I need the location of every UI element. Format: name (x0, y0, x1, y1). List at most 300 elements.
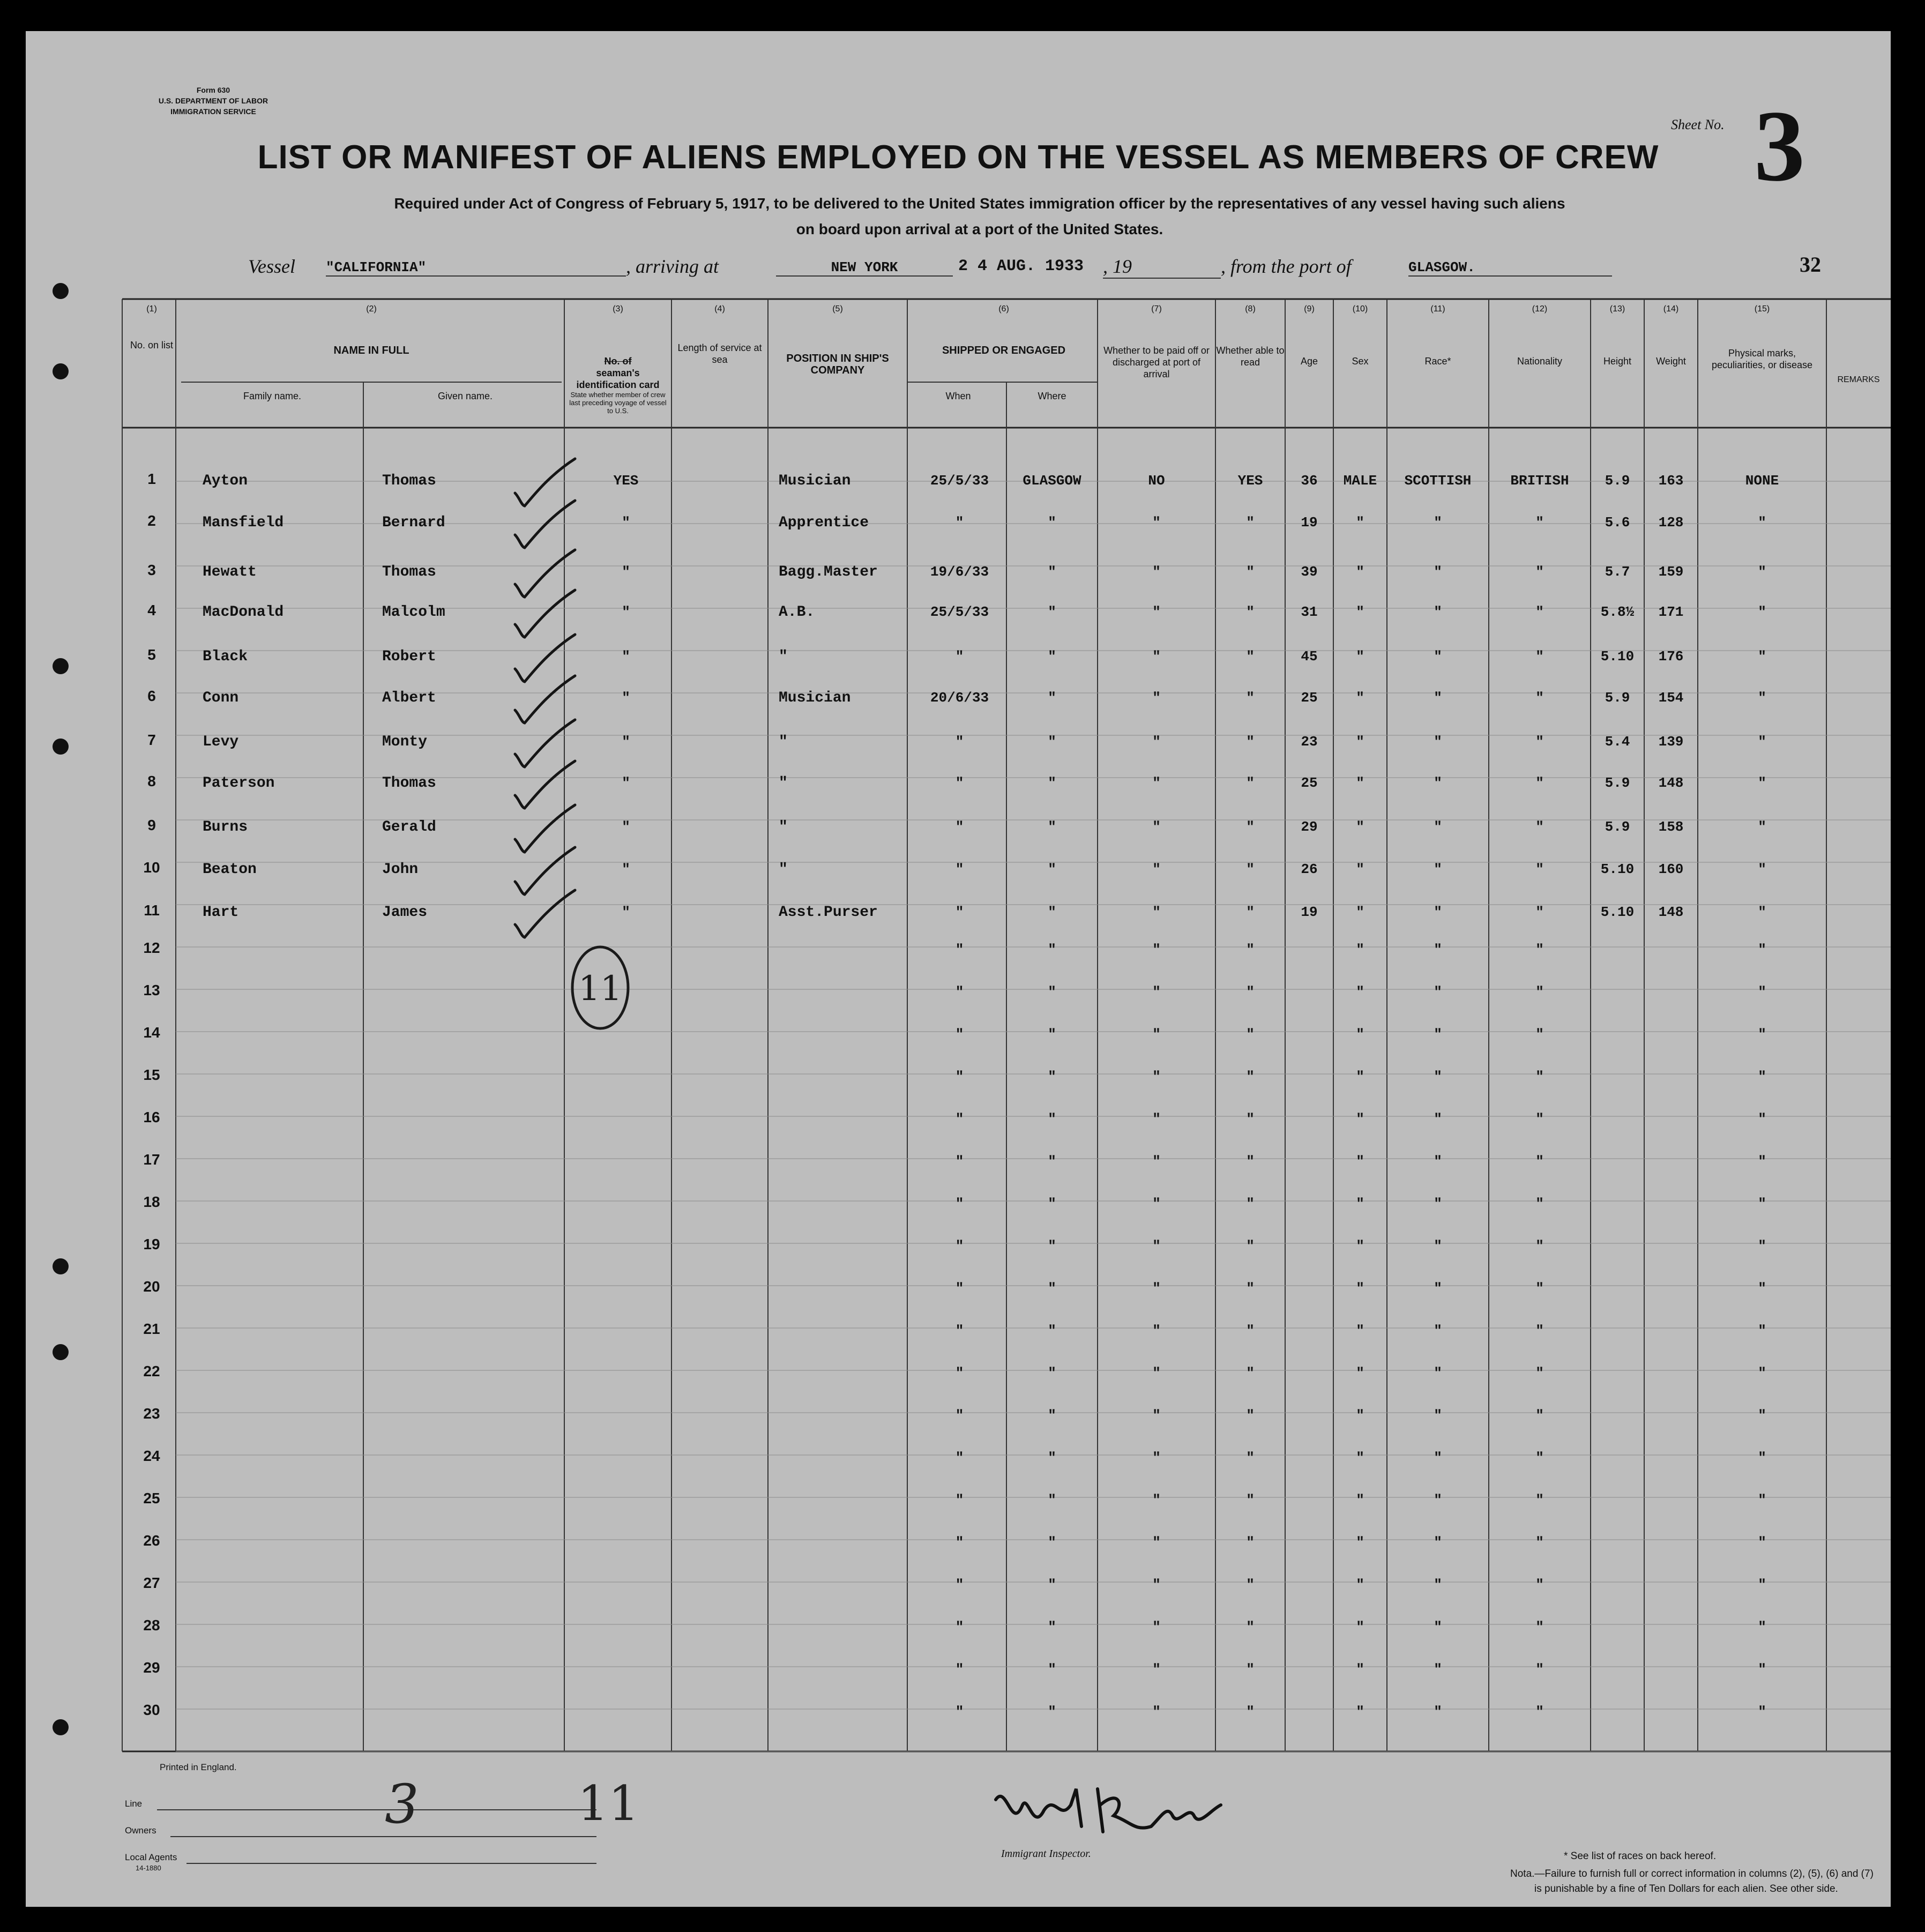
cell-age: 31 (1301, 604, 1318, 620)
col-num: (14) (1663, 304, 1679, 314)
cell-when: " (955, 734, 964, 750)
cell-height: 5.9 (1605, 473, 1630, 489)
cell-ditto: " (1535, 1238, 1544, 1254)
cell-sex: " (1356, 648, 1364, 665)
cell-ditto: " (1758, 1704, 1766, 1720)
header-remarks: REMARKS (1837, 375, 1880, 384)
cell-given: Thomas (382, 473, 436, 489)
col-num: (2) (366, 304, 377, 314)
cell-ditto: " (1434, 1238, 1442, 1254)
cell-ditto: " (955, 1577, 964, 1593)
cell-age: 26 (1301, 861, 1318, 877)
row-number: 27 (143, 1575, 160, 1591)
cell-when: " (955, 904, 964, 920)
cell-age: 29 (1301, 819, 1318, 835)
header-family-name: Family name. (243, 391, 302, 401)
cell-ditto: " (955, 1196, 964, 1212)
cell-ditto: " (1758, 1534, 1766, 1550)
cell-ditto: " (1758, 1365, 1766, 1381)
cell-ditto: " (1246, 942, 1255, 958)
cell-ditto: " (1434, 1323, 1442, 1339)
cell-ditto: " (955, 1069, 964, 1085)
cell-ditto: " (1758, 1619, 1766, 1635)
cell-weight: 148 (1658, 904, 1684, 920)
row-number: 20 (143, 1278, 160, 1295)
cell-weight: 171 (1658, 604, 1684, 620)
cell-given: John (382, 861, 419, 878)
cell-given: Albert (382, 690, 436, 706)
cell-read: " (1246, 734, 1255, 750)
cell-family: Hewatt (203, 564, 257, 580)
cell-ditto: " (1048, 1534, 1056, 1550)
cell-ditto: " (1048, 1238, 1056, 1254)
punch-hole (53, 283, 69, 299)
cell-ditto: " (1356, 1069, 1364, 1085)
cell-ditto: " (1356, 1534, 1364, 1550)
cell-ditto: " (1356, 1492, 1364, 1508)
cell-sex: " (1356, 604, 1364, 620)
cell-ditto: " (1535, 1069, 1544, 1085)
cell-ditto: " (1535, 984, 1544, 1000)
cell-weight: 148 (1658, 775, 1684, 791)
cell-paid: " (1152, 690, 1161, 706)
cell-ditto: " (1356, 1196, 1364, 1212)
check-stroke (515, 501, 575, 548)
cell-height: 5.10 (1600, 904, 1635, 920)
owners-label: Owners (125, 1825, 156, 1836)
cell-prev: " (622, 514, 630, 531)
cell-paid: " (1152, 861, 1161, 877)
cell-ditto: " (1758, 1111, 1766, 1127)
cell-ditto: " (1535, 1492, 1544, 1508)
cell-ditto: " (1152, 1323, 1161, 1339)
cell-read: " (1246, 819, 1255, 835)
cell-ditto: " (1246, 1111, 1255, 1127)
header-length-of-service: Length of service at sea (677, 342, 762, 365)
cell-race: " (1434, 861, 1442, 877)
cell-ditto: " (1535, 1153, 1544, 1169)
document-title: LIST OR MANIFEST OF ALIENS EMPLOYED ON THE VESSEL AS MEMBERS OF CREW (257, 139, 1659, 176)
cell-ditto: " (1246, 1450, 1255, 1466)
cell-ditto: " (1535, 1026, 1544, 1042)
cell-marks: " (1758, 564, 1766, 580)
cell-ditto: " (955, 1407, 964, 1423)
cell-family: Mansfield (203, 514, 284, 531)
cell-height: 5.9 (1605, 819, 1630, 835)
cell-given: Bernard (382, 514, 445, 531)
cell-ditto: " (1434, 1407, 1442, 1423)
cell-ditto: " (1048, 1619, 1056, 1635)
punch-hole (53, 363, 69, 379)
cell-ditto: " (1048, 1450, 1056, 1466)
cell-given: Gerald (382, 819, 436, 836)
cell-ditto: " (955, 1492, 964, 1508)
nota-line-1: Nota.—Failure to furnish full or correct information in columns (2), (5), (6) and (7) (1510, 1868, 1874, 1879)
cell-ditto: " (1246, 1026, 1255, 1042)
cell-position: " (779, 648, 788, 665)
cell-read: " (1246, 604, 1255, 620)
cell-ditto: " (1246, 1704, 1255, 1720)
cell-ditto: " (1356, 1026, 1364, 1042)
cell-ditto: " (1434, 1492, 1442, 1508)
cell-prev: " (622, 861, 630, 877)
cell-ditto: " (1356, 1365, 1364, 1381)
cell-ditto: " (1758, 942, 1766, 958)
cell-weight: 139 (1658, 734, 1684, 750)
cell-ditto: " (1246, 1196, 1255, 1212)
cell-ditto: " (1535, 942, 1544, 958)
row-number: 9 (147, 817, 156, 833)
cell-ditto: " (1048, 1069, 1056, 1085)
cell-ditto: " (1356, 942, 1364, 958)
col-num: (5) (832, 304, 843, 314)
row-number: 6 (147, 688, 156, 704)
row-number: 23 (143, 1405, 160, 1422)
cell-age: 45 (1301, 648, 1318, 665)
cell-ditto: " (1356, 984, 1364, 1000)
cell-where: " (1048, 861, 1056, 877)
row-number: 13 (143, 982, 160, 998)
cell-nationality: " (1535, 648, 1544, 665)
cell-ditto: " (1152, 1534, 1161, 1550)
circled-count-text: 11 (578, 969, 622, 1009)
cell-height: 5.10 (1600, 861, 1635, 877)
punch-hole (53, 1719, 69, 1735)
col-num: (10) (1352, 304, 1368, 314)
cell-prev: " (622, 564, 630, 580)
cell-paid: " (1152, 819, 1161, 835)
cell-marks: " (1758, 734, 1766, 750)
cell-paid: " (1152, 648, 1161, 665)
cell-ditto: " (1434, 1704, 1442, 1720)
row-number: 4 (147, 602, 156, 618)
cell-prev: " (622, 904, 630, 920)
cell-weight: 176 (1658, 648, 1684, 665)
cell-ditto: " (1152, 1026, 1161, 1042)
header-shipped-engaged: SHIPPED OR ENGAGED (942, 345, 1066, 356)
row-number: 15 (143, 1066, 160, 1083)
cell-ditto: " (1152, 1238, 1161, 1254)
cell-paid: " (1152, 775, 1161, 791)
inspector-signature (990, 1773, 1226, 1848)
punch-hole (53, 1258, 69, 1274)
cell-age: 36 (1301, 473, 1318, 489)
cell-ditto: " (1535, 1280, 1544, 1296)
cell-when: " (955, 819, 964, 835)
cell-nationality: " (1535, 734, 1544, 750)
row-number: 26 (143, 1532, 160, 1549)
cell-ditto: " (1152, 1069, 1161, 1085)
row-number: 12 (143, 939, 160, 956)
cell-ditto: " (1758, 1577, 1766, 1593)
cell-ditto: " (1434, 942, 1442, 958)
from-port: GLASGOW. (1408, 259, 1612, 277)
punch-hole (53, 739, 69, 755)
cell-sex: MALE (1343, 473, 1377, 489)
header-weight: Weight (1656, 356, 1686, 367)
header-seaman-card: No. of seaman's identification card State whether member of crew last preceding voyage of vessel to U.S. (569, 356, 667, 415)
arriving-port: NEW YORK (776, 259, 953, 277)
cell-age: 19 (1301, 514, 1318, 531)
cell-ditto: " (1758, 1661, 1766, 1677)
cell-ditto: " (1434, 1661, 1442, 1677)
cell-ditto: " (1356, 1661, 1364, 1677)
cell-ditto: " (1758, 1196, 1766, 1212)
col-num: (7) (1151, 304, 1162, 314)
arriving-label: , arriving at (626, 256, 719, 277)
cell-position: Asst.Purser (779, 904, 878, 921)
header-no-on-list: No. on list (130, 340, 174, 350)
cell-when: 19/6/33 (930, 564, 989, 580)
cell-prev: " (622, 819, 630, 835)
row-number: 3 (147, 562, 156, 578)
cell-ditto: " (1048, 1323, 1056, 1339)
cell-nationality: " (1535, 775, 1544, 791)
form-identifier: Form 630 U.S. DEPARTMENT OF LABOR IMMIGRATION SERVICE (158, 86, 268, 116)
cell-ditto: " (1356, 1280, 1364, 1296)
cell-family: Levy (203, 734, 239, 750)
cell-ditto: " (1152, 1577, 1161, 1593)
cell-marks: " (1758, 690, 1766, 706)
cell-ditto: " (1152, 1492, 1161, 1508)
cell-ditto: " (1758, 1069, 1766, 1085)
cell-ditto: " (1246, 1492, 1255, 1508)
cell-ditto: " (1758, 1026, 1766, 1042)
cell-ditto: " (1048, 1492, 1056, 1508)
cell-position: Bagg.Master (779, 564, 878, 580)
cell-ditto: " (1758, 1280, 1766, 1296)
cell-ditto: " (1535, 1365, 1544, 1381)
cell-ditto: " (1048, 1196, 1056, 1212)
cell-ditto: " (1048, 1153, 1056, 1169)
cell-ditto: " (1152, 984, 1161, 1000)
cell-ditto: " (1152, 1407, 1161, 1423)
cell-ditto: " (1246, 1661, 1255, 1677)
row-number: 29 (143, 1659, 160, 1676)
cell-sex: " (1356, 819, 1364, 835)
cell-ditto: " (1246, 1619, 1255, 1635)
cell-read: " (1246, 904, 1255, 920)
cell-ditto: " (1535, 1407, 1544, 1423)
cell-age: 25 (1301, 775, 1318, 791)
cell-race: " (1434, 734, 1442, 750)
header-paid-off: Whether to be paid off or discharged at port of arrival (1103, 345, 1210, 379)
row-number: 10 (143, 859, 160, 876)
cell-given: Thomas (382, 775, 436, 792)
cell-ditto: " (1246, 1407, 1255, 1423)
cell-nationality: " (1535, 514, 1544, 531)
cell-ditto: " (1356, 1704, 1364, 1720)
cell-weight: 163 (1658, 473, 1684, 489)
cell-nationality: BRITISH (1510, 473, 1569, 489)
cell-ditto: " (1535, 1619, 1544, 1635)
cell-family: Paterson (203, 775, 275, 792)
cell-position: " (779, 775, 788, 792)
cell-ditto: " (955, 1153, 964, 1169)
cell-marks: " (1758, 819, 1766, 835)
cell-ditto: " (1152, 1661, 1161, 1677)
cell-ditto: " (955, 1619, 964, 1635)
manifest-sheet (26, 31, 1891, 1907)
cell-ditto: " (1246, 984, 1255, 1000)
row-number: 17 (143, 1151, 160, 1168)
cell-ditto: " (955, 1450, 964, 1466)
cell-where: " (1048, 775, 1056, 791)
cell-weight: 158 (1658, 819, 1684, 835)
agents-code: 14-1880 (136, 1864, 161, 1872)
cell-position: " (779, 734, 788, 750)
cell-where: " (1048, 564, 1056, 580)
cell-ditto: " (1152, 1704, 1161, 1720)
cell-ditto: " (1152, 1280, 1161, 1296)
cell-ditto: " (955, 1111, 964, 1127)
cell-age: 25 (1301, 690, 1318, 706)
row-number: 16 (143, 1109, 160, 1125)
cell-ditto: " (955, 1280, 964, 1296)
cell-given: Malcolm (382, 604, 445, 621)
cell-ditto: " (1246, 1365, 1255, 1381)
cell-sex: " (1356, 861, 1364, 877)
cell-paid: " (1152, 604, 1161, 620)
cell-when: 25/5/33 (930, 473, 989, 489)
col-num: (8) (1245, 304, 1256, 314)
cell-ditto: " (1048, 1577, 1056, 1593)
sheet-label: Sheet No. (1671, 117, 1725, 132)
col-num: (11) (1430, 304, 1445, 314)
cell-ditto: " (955, 1704, 964, 1720)
cell-ditto: " (1356, 1407, 1364, 1423)
header-where: Where (1038, 391, 1066, 401)
cell-family: MacDonald (203, 604, 284, 621)
cell-ditto: " (1152, 1365, 1161, 1381)
col-num: (9) (1304, 304, 1315, 314)
cell-ditto: " (1356, 1450, 1364, 1466)
cell-ditto: " (1434, 1069, 1442, 1085)
vessel-name: "CALIFORNIA" (326, 259, 626, 277)
races-note: * See list of races on back hereof. (1564, 1851, 1717, 1862)
cell-ditto: " (1152, 1196, 1161, 1212)
row-number: 25 (143, 1490, 160, 1506)
cell-marks: " (1758, 648, 1766, 665)
date-stamp: 2 4 AUG. 1933 (958, 257, 1084, 275)
cell-ditto: " (1535, 1111, 1544, 1127)
cell-ditto: " (955, 1238, 964, 1254)
col-num: (15) (1754, 304, 1770, 314)
cell-sex: " (1356, 690, 1364, 706)
cell-ditto: " (1048, 1026, 1056, 1042)
cell-age: 39 (1301, 564, 1318, 580)
cell-ditto: " (1758, 1238, 1766, 1254)
cell-race: " (1434, 648, 1442, 665)
cell-ditto: " (955, 942, 964, 958)
header-sex: Sex (1352, 356, 1369, 367)
cell-ditto: " (1434, 1153, 1442, 1169)
cell-height: 5.4 (1605, 734, 1630, 750)
cell-ditto: " (1152, 1619, 1161, 1635)
cell-ditto: " (1434, 1111, 1442, 1127)
cell-marks: " (1758, 775, 1766, 791)
cell-ditto: " (1152, 1153, 1161, 1169)
col-num: (12) (1532, 304, 1548, 314)
header-when: When (945, 391, 971, 401)
cell-ditto: " (1356, 1238, 1364, 1254)
cell-sex: " (1356, 904, 1364, 920)
cell-when: " (955, 514, 964, 531)
header-position: POSITION IN SHIP'S COMPANY (786, 353, 889, 376)
cell-weight: 160 (1658, 861, 1684, 877)
cell-weight: 154 (1658, 690, 1684, 706)
cell-marks: " (1758, 861, 1766, 877)
cell-ditto: " (1246, 1577, 1255, 1593)
cell-paid: NO (1148, 473, 1165, 489)
row-number: 22 (143, 1363, 160, 1379)
row-number: 14 (143, 1024, 160, 1041)
cell-nationality: " (1535, 904, 1544, 920)
row-number: 7 (147, 732, 156, 748)
agents-label: Local Agents (125, 1852, 177, 1862)
cell-when: " (955, 861, 964, 877)
cell-ditto: " (1246, 1238, 1255, 1254)
cell-ditto: " (955, 984, 964, 1000)
cell-ditto: " (1356, 1577, 1364, 1593)
cell-age: 19 (1301, 904, 1318, 920)
cell-read: YES (1237, 473, 1263, 489)
vessel-label: Vessel (248, 256, 295, 277)
cell-position: Musician (779, 473, 851, 489)
cell-age: 23 (1301, 734, 1318, 750)
year-label: , 19 (1103, 255, 1221, 279)
cell-given: James (382, 904, 428, 921)
header-given-name: Given name. (437, 391, 493, 401)
cell-ditto: " (1246, 1153, 1255, 1169)
cell-prev: " (622, 604, 630, 620)
cell-read: " (1246, 514, 1255, 531)
cell-ditto: " (1048, 984, 1056, 1000)
cell-sex: " (1356, 775, 1364, 791)
document-subtitle: Required under Act of Congress of February 5, 1917, to be delivered to the United States immigration officer by the representatives of any vessel having such aliens on board upon arrival at a port of the United States. (394, 195, 1565, 237)
row-number: 2 (147, 512, 156, 529)
cell-marks: " (1758, 604, 1766, 620)
cell-ditto: " (1434, 1196, 1442, 1212)
row-number: 21 (143, 1321, 160, 1337)
row-number: 28 (143, 1617, 160, 1633)
cell-nationality: " (1535, 604, 1544, 620)
cell-race: " (1434, 819, 1442, 835)
handwritten-three: 3 (385, 1773, 419, 1836)
cell-race: SCOTTISH (1404, 473, 1472, 489)
check-stroke (515, 890, 575, 937)
punch-hole (53, 658, 69, 674)
cell-prev: " (622, 775, 630, 791)
cell-ditto: " (955, 1026, 964, 1042)
cell-ditto: " (1246, 1280, 1255, 1296)
cell-where: " (1048, 734, 1056, 750)
inspector-caption: Immigrant Inspector. (1001, 1848, 1091, 1860)
cell-nationality: " (1535, 564, 1544, 580)
cell-ditto: " (1152, 1450, 1161, 1466)
cell-ditto: " (1434, 1280, 1442, 1296)
cell-nationality: " (1535, 819, 1544, 835)
cell-when: " (955, 775, 964, 791)
cell-position: " (779, 819, 788, 836)
cell-prev: " (622, 734, 630, 750)
cell-ditto: " (1758, 1407, 1766, 1423)
row-number: 1 (147, 471, 156, 487)
cell-nationality: " (1535, 690, 1544, 706)
cell-position: Musician (779, 690, 851, 706)
cell-marks: " (1758, 514, 1766, 531)
cell-paid: " (1152, 904, 1161, 920)
